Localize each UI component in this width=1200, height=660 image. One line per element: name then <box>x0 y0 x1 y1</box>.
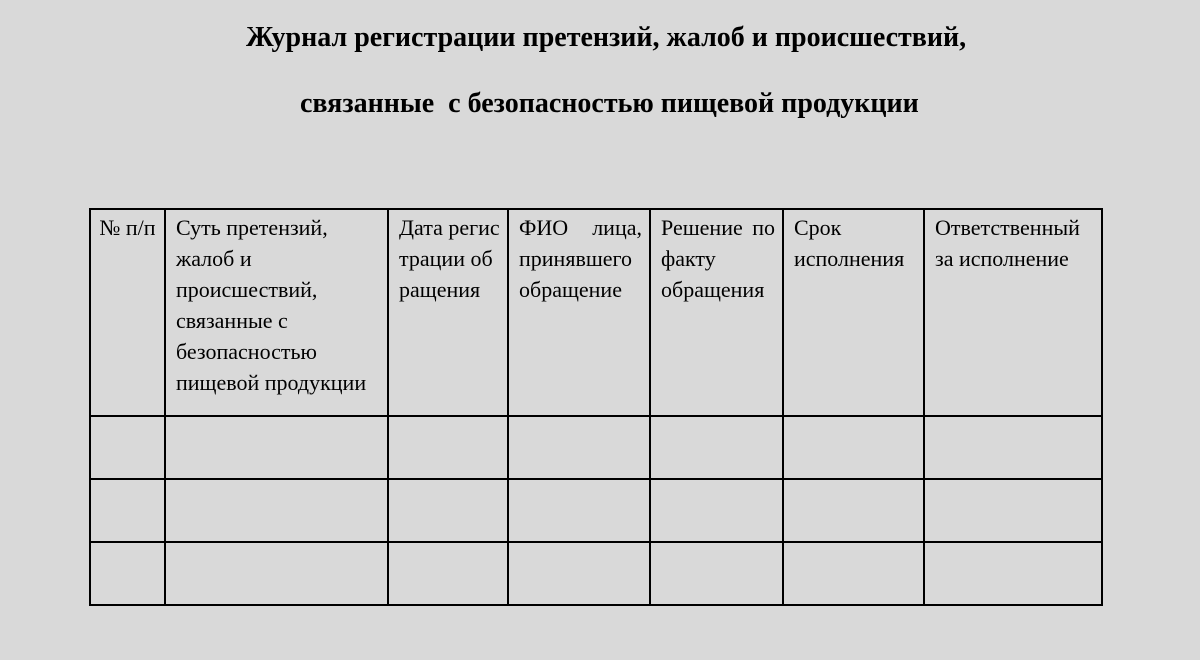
header-responsible-label: Ответственный за исполнение <box>935 215 1080 271</box>
header-date <box>388 209 508 416</box>
table-row <box>90 416 1102 479</box>
header-decision-label: Решение по факту обращения <box>661 215 775 302</box>
table-cell[interactable] <box>508 416 650 479</box>
table-cell[interactable] <box>783 542 924 605</box>
table-cell[interactable] <box>165 542 388 605</box>
table-cell[interactable] <box>90 542 165 605</box>
table-cell[interactable] <box>924 542 1102 605</box>
header-essence-label: Суть претензий, жалоб и происшествий, связанные с безопасностью пищевой продукции <box>176 215 367 395</box>
title-line-2: связанные с безопасностью пищевой продукции <box>300 88 919 119</box>
registration-journal-table <box>89 208 1103 606</box>
header-date-label: Дата регистрации обращения <box>399 215 500 302</box>
table-cell[interactable] <box>388 542 508 605</box>
table-row <box>90 542 1102 605</box>
header-responsible <box>924 209 1102 416</box>
table-cell[interactable] <box>783 416 924 479</box>
table-cell[interactable] <box>165 416 388 479</box>
table-cell[interactable] <box>388 479 508 542</box>
table-cell[interactable] <box>388 416 508 479</box>
table-cell[interactable] <box>783 479 924 542</box>
table-cell[interactable] <box>90 479 165 542</box>
header-number <box>90 209 165 416</box>
table-cell[interactable] <box>924 416 1102 479</box>
table-cell[interactable] <box>508 542 650 605</box>
table-row <box>90 479 1102 542</box>
table-cell[interactable] <box>650 479 783 542</box>
table-cell[interactable] <box>650 542 783 605</box>
header-number-label: № п/п <box>99 215 156 240</box>
title-line-1: Журнал регистрации претензий, жалоб и происшествий, <box>246 22 967 53</box>
header-fio-label: ФИО лица, принявшего обращение <box>519 215 642 302</box>
header-fio <box>508 209 650 416</box>
table-header-row <box>90 209 1102 416</box>
header-term <box>783 209 924 416</box>
table-cell[interactable] <box>90 416 165 479</box>
header-term-label: Срок исполнения <box>794 215 905 271</box>
table-cell[interactable] <box>508 479 650 542</box>
table-cell[interactable] <box>924 479 1102 542</box>
table-cell[interactable] <box>165 479 388 542</box>
table-cell[interactable] <box>650 416 783 479</box>
header-essence <box>165 209 388 416</box>
header-decision <box>650 209 783 416</box>
